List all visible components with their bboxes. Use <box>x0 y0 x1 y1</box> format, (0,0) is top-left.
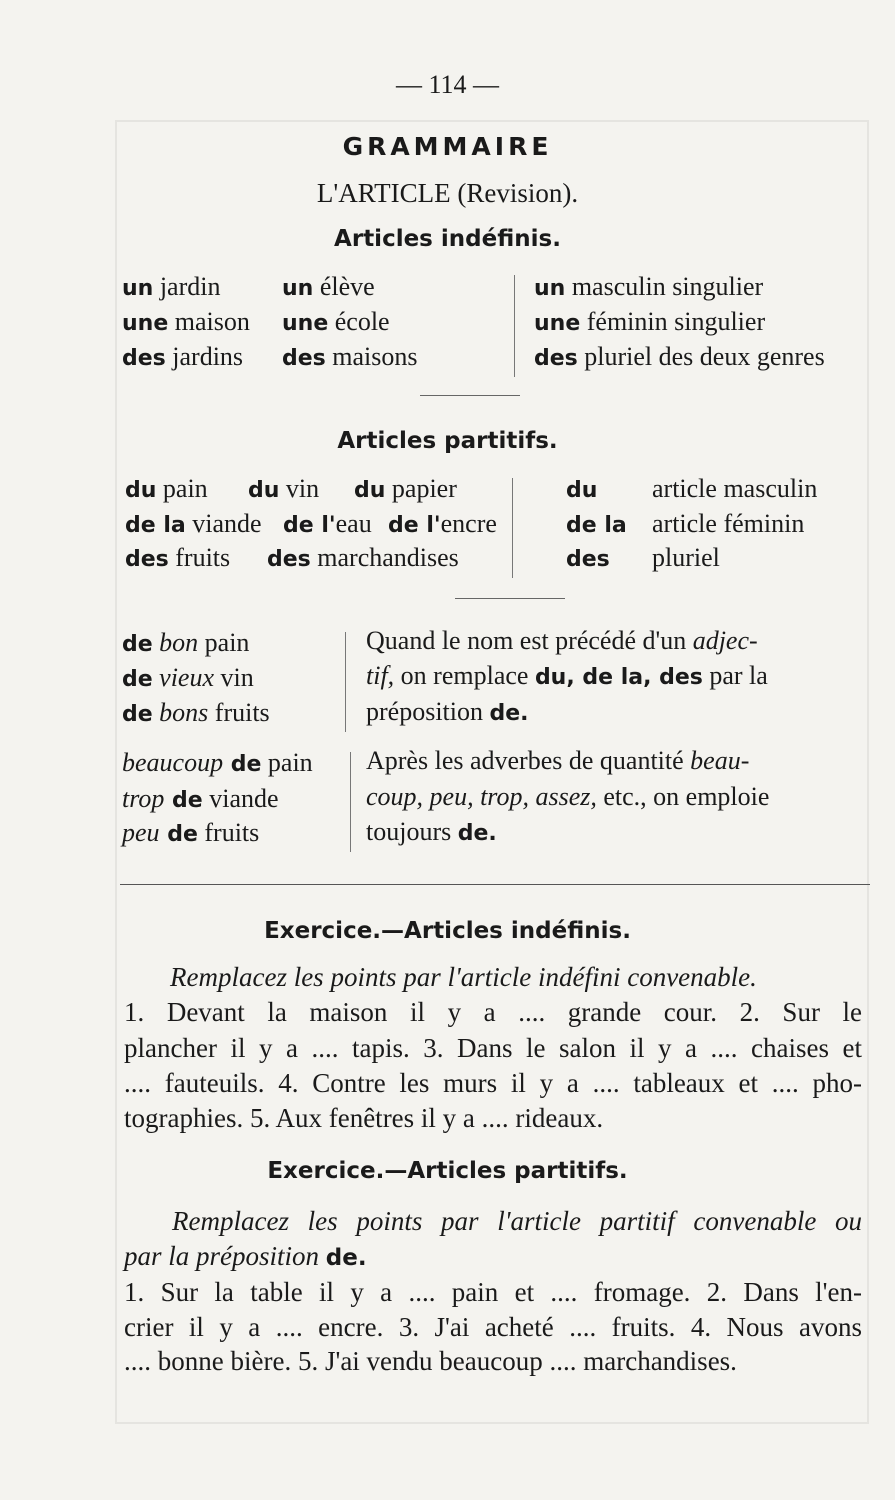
adjective-word: bon <box>159 628 199 657</box>
article-word: des <box>125 547 169 572</box>
indefinite-explanation <box>534 272 763 302</box>
rule-text-line <box>366 661 768 691</box>
adverb-word: peu <box>122 818 160 847</box>
noun-word: jardins <box>165 342 244 371</box>
example-line <box>122 663 254 693</box>
example-line <box>122 628 249 658</box>
partitive-row <box>248 474 319 504</box>
noun-word: élève <box>313 272 375 301</box>
noun-word: pain <box>156 474 208 503</box>
rule-text-italic: adjec- <box>692 626 758 655</box>
article-word: de <box>122 632 153 657</box>
indefinite-explanation <box>534 307 765 337</box>
article-word: de <box>164 788 203 813</box>
column-divider <box>512 478 513 578</box>
article-word: un <box>534 276 566 301</box>
rule-articles: de. <box>457 821 497 846</box>
exercise1-line: plancher il y a .... tapis. 3. Dans le salon il y a .... chaises et <box>124 1033 862 1063</box>
noun-word: école <box>328 307 390 336</box>
example-line <box>122 748 313 778</box>
exercise1-instruction: Remplacez les points par l'article indéfini convenable. <box>170 962 757 992</box>
section-subtitle: L'ARTICLE (Revision). <box>316 178 579 208</box>
instruction-italic: par la préposition <box>124 1241 326 1271</box>
article-word: de <box>159 822 198 847</box>
exercise-topic: —Articles indéfinis. <box>381 918 631 944</box>
noun-word: fruits <box>208 698 270 727</box>
article-word: du <box>566 478 598 503</box>
noun-word: jardin <box>153 272 221 301</box>
rule-text: préposition <box>366 697 490 726</box>
article-word: des <box>267 547 311 572</box>
partitive-row <box>354 474 457 504</box>
article-word: du <box>248 478 280 503</box>
explanation-text: féminin singulier <box>580 307 766 336</box>
page-number: — 114 — <box>395 70 500 99</box>
explanation-text: article féminin <box>652 509 805 538</box>
rule-articles: de. <box>489 701 529 726</box>
partitive-row <box>267 543 459 573</box>
example-line <box>122 698 270 728</box>
column-divider <box>345 632 346 732</box>
column-divider <box>350 752 351 852</box>
partitive-row <box>388 509 497 539</box>
column-divider <box>514 275 515 377</box>
article-word: du <box>125 478 157 503</box>
exercise2-line: crier il y a .... encre. 3. J'ai acheté .... fruits. 4. Nous avons <box>124 1312 862 1342</box>
noun-word: fruits <box>168 543 231 572</box>
partitive-explanation <box>566 509 804 539</box>
explanation-text: masculin singulier <box>565 272 764 301</box>
partitive-explanation <box>566 474 817 504</box>
article-word: de l' <box>283 513 336 538</box>
rule-text-italic: coup, peu, trop, assez, <box>366 782 597 811</box>
noun-word: maison <box>168 307 250 336</box>
rule-text-italic: tif, <box>366 661 395 690</box>
rule-text-line <box>366 817 497 847</box>
article-word: des <box>122 346 166 371</box>
article-word: du <box>354 478 386 503</box>
exercise1-line: tographies. 5. Aux fenêtres il y a .... rideaux. <box>124 1103 604 1133</box>
section-divider <box>420 395 520 396</box>
rule-text: par la <box>702 661 768 690</box>
explanation-text: pluriel <box>652 543 720 572</box>
rule-text-italic: beau- <box>690 746 750 775</box>
article-word: un <box>282 276 314 301</box>
noun-word: pain <box>261 748 313 777</box>
article-word: de <box>223 752 262 777</box>
article-word: une <box>534 311 581 336</box>
explanation-text: article masculin <box>652 474 818 503</box>
page-rule <box>120 884 870 885</box>
indefinite-row <box>282 307 390 337</box>
exercise1-line: .... fauteuils. 4. Contre les murs il y a .... tableaux et .... pho- <box>124 1068 862 1098</box>
rule-articles: du, de la, des <box>534 665 703 690</box>
indefinite-row <box>122 272 220 302</box>
exercise1-line: 1. Devant la maison il y a .... grande cour. 2. Sur le <box>124 997 862 1027</box>
rule-text: Quand le nom est précédé d'un <box>366 626 687 655</box>
exercise-topic: —Articles partitifs. <box>384 1158 628 1184</box>
indefinite-heading: Articles indéfinis. <box>334 226 561 252</box>
noun-word: vin <box>214 663 254 692</box>
rule-text-line <box>366 782 769 812</box>
exercise1-title <box>0 918 895 944</box>
indefinite-row <box>282 342 418 372</box>
partitive-row <box>283 509 372 539</box>
exercise2-line: .... bonne bière. 5. J'ai vendu beaucoup .... marchandises. <box>124 1346 737 1376</box>
indefinite-explanation <box>534 342 825 372</box>
article-word: des <box>566 547 610 572</box>
indefinite-row <box>122 342 243 372</box>
article-word: de la <box>125 513 186 538</box>
partitive-row <box>125 474 208 504</box>
adverb-word: trop <box>122 784 165 813</box>
example-line <box>122 784 279 814</box>
adjective-word: vieux <box>159 663 215 692</box>
partitive-row <box>125 543 230 573</box>
noun-word: vin <box>279 474 320 503</box>
rule-text-line <box>366 626 758 656</box>
rule-text: Après les adverbes de quantité <box>366 746 684 775</box>
rule-text-line <box>366 746 749 776</box>
section-title: GRAMMAIRE <box>342 132 553 161</box>
noun-word: eau <box>335 509 372 538</box>
adjective-word: bons <box>159 698 209 727</box>
noun-word: papier <box>385 474 457 503</box>
noun-word: fruits <box>197 818 260 847</box>
explanation-text: pluriel des deux genres <box>577 342 825 371</box>
article-word: de l' <box>388 513 441 538</box>
exercise2-instruction <box>124 1241 367 1272</box>
article-word: une <box>282 311 329 336</box>
indefinite-row <box>282 272 375 302</box>
partitive-row <box>125 509 262 539</box>
section-divider <box>455 598 565 599</box>
rule-text-line <box>366 697 529 727</box>
article-word: des <box>534 346 578 371</box>
exercise-label: Exercice. <box>267 1158 385 1184</box>
noun-word: viande <box>185 509 262 538</box>
article-word: de la <box>566 513 627 538</box>
exercise-label: Exercice. <box>264 918 382 944</box>
partitive-heading: Articles partitifs. <box>337 428 558 454</box>
article-word: de <box>122 702 153 727</box>
example-line <box>122 818 259 848</box>
noun-word: encre <box>440 509 497 538</box>
exercise2-instruction: Remplacez les points par l'article partitif convenable ou <box>172 1206 862 1236</box>
article-word: de <box>122 667 153 692</box>
article-word: une <box>122 311 169 336</box>
rule-text: etc., on emploie <box>596 782 770 811</box>
noun-word: marchandises <box>310 543 459 572</box>
noun-word: viande <box>202 784 279 813</box>
rule-text: on remplace <box>394 661 535 690</box>
article-word: des <box>282 346 326 371</box>
indefinite-row <box>122 307 250 337</box>
rule-text: toujours <box>366 817 458 846</box>
adverb-word: beaucoup <box>122 748 224 777</box>
article-word: un <box>122 276 154 301</box>
instruction-article: de. <box>325 1245 367 1271</box>
exercise2-line: 1. Sur la table il y a .... pain et .... fromage. 2. Dans l'en- <box>124 1277 862 1307</box>
noun-word: pain <box>198 628 250 657</box>
exercise2-title <box>0 1158 895 1184</box>
partitive-explanation <box>566 543 720 573</box>
noun-word: maisons <box>325 342 418 371</box>
